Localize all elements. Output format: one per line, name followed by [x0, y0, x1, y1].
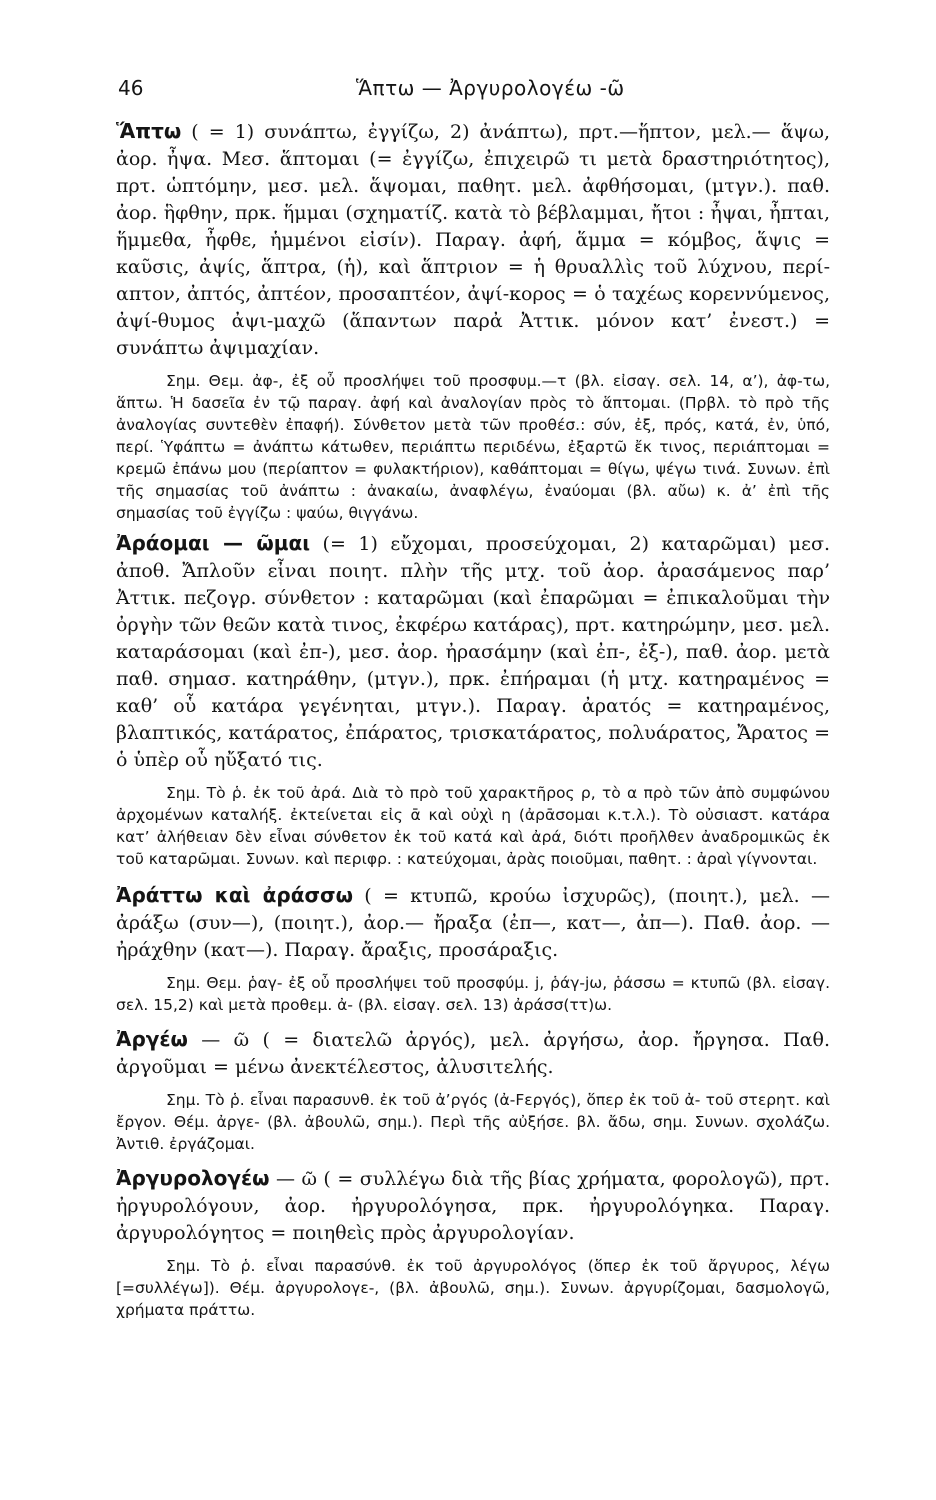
entry-definition-block — [116, 882, 830, 964]
entry-definition-block — [116, 118, 830, 362]
entry-headword: Ἀράττω καὶ ἀράσσω — [116, 883, 353, 907]
entry-note: Σημ. Τὸ ῥ. ἐκ τοῦ ἀρά. Διὰ τὸ πρὸ τοῦ χαρακτῆρος ρ, τὸ α πρὸ τῶν ἀπὸ συμφώνου ἀρχομένων καταλήξ. ἐκτείνεται εἰς ᾱ καὶ οὐχὶ η (ἀρᾱσομαι κ.τ.λ.). Τὸ οὐσιαστ. κατάρα κατ’ ἀλήθειαν δὲν εἶναι σύνθετον ἐκ τοῦ κατά καὶ ἀρά, διότι προῆλθεν ἀναδρομικῶς ἐκ τοῦ καταρῶμαι. Συνων. καὶ περιφρ. : κατεύχομαι, ἀρὰς ποιοῦμαι, παθητ. : ἀραὶ γίγνονται. — [116, 784, 830, 868]
dictionary-entry — [116, 882, 830, 1016]
dictionary-entry — [116, 1026, 830, 1155]
entry-definition: ( = 1) συνάπτω, ἐγγίζω, 2) ἀνάπτω), πρτ.—ἥπτον, μελ.— ἅψω, ἀορ. ἦψα. Μεσ. ἅπτομαι (= ἐγγίζω, ἐπιχειρῶ τι μετὰ δραστηριότητος), πρτ. ὡπτόμην, μεσ. μελ. ἅψομαι, παθητ. μελ. ἀφθήσομαι, (μτγν.). παθ. ἀορ. ἣφθην, πρκ. ἥμμαι (σχηματίζ. κατὰ τὸ βέβλαμμαι, ἤτοι : ἦψαι, ἦπται, ἥμμεθα, ἦφθε, ἡμμένοι εἰσίν). Παραγ. ἀφή, ἅμμα = κόμβος, ἅψις = καῦσις, ἀψίς, ἅπτρα, (ἡ), καὶ ἅπτριον = ἡ θρυαλλὶς τοῦ λύχνου, περί-απτον, ἀπτός, ἀπτέον, προσαπτέον, ἀψί-κορος = ὁ ταχέως κορεννύμενος, ἀψί-θυμος ἀψι-μαχῶ (ἅπαντων παρἀ Ἀττικ. μόνον κατ’ ἐνεστ.) = συνάπτω ἀψιμαχίαν. — [116, 121, 830, 359]
entry-note: Σημ. Θεμ. ῥαγ- ἐξ οὖ προσλήψει τοῦ προσφύμ. j, ῥάγ-jω, ῥάσσω = κτυπῶ (βλ. εἰσαγ. σελ. 15,2) καὶ μετὰ προθεμ. ἀ- (βλ. εἰσαγ. σελ. 13) ἀράσσ(ττ)ω. — [116, 974, 830, 1014]
page-body — [116, 118, 830, 1321]
entry-definition-block — [116, 1165, 830, 1247]
entry-definition: (= 1) εὔχομαι, προσεύχομαι, 2) καταρῶμαι) μεσ. ἀποθ. Ἄπλοῦν εἶναι ποιητ. πλὴν τῆς μτχ. τοῦ ἀορ. ἀρασάμενος παρ’ Ἀττικ. πεζογρ. σύνθετον : καταρῶμαι (καὶ ἐπαρῶμαι = ἐπικαλοῦμαι τὴν ὀργὴν τῶν θεῶν κατὰ τινος, ἐκφέρω κατάρας), πρτ. κατηρώμην, μεσ. μελ. καταράσομαι (καὶ ἐπ-), μεσ. ἀορ. ἠρασάμην (καὶ ἐπ-, ἐξ-), παθ. ἀορ. μετὰ παθ. σημασ. κατηράθην, (μτγν.), πρκ. ἐπήραμαι (ἡ μτχ. κατηραμένος = καθ’ οὗ κατάρα γεγένηται, μτγν.). Παραγ. ἀρατός = κατηραμένος, βλαπτικός, κατάρατος, ἐπάρατος, τρισκατάρατος, πολυάρατος, Ἄρατος = ὁ ὑπὲρ οὗ ηὔξατό τις. — [116, 533, 830, 771]
dictionary-entry — [116, 1165, 830, 1321]
entry-note: Σημ. Τὸ ῥ. εἶναι παρασύνθ. ἐκ τοῦ ἀργυρολόγος (ὅπερ ἐκ τοῦ ἄργυρος, λέγω [=συλλέγω]). Θέμ. ἀργυρολογε-, (βλ. ἀβουλῶ, σημ.). Συνων. ἀργυρίζομαι, δασμολογῶ, χρήματα πράττω. — [116, 1257, 830, 1319]
entry-headword: Ἀργυρολογέω — [116, 1166, 270, 1190]
entry-definition-block — [116, 1026, 830, 1081]
entry-headword: Ἅπτω — [116, 119, 182, 143]
entry-definition: ( = κτυπῶ, κρούω ἰσχυρῶς), (ποιητ.), μελ. — ἀράξω (συν—), (ποιητ.), ἀορ.— ἤραξα (ἐπ—, κατ—, ἀπ—). Παθ. ἀορ. — ἠράχθην (κατ—). Παραγ. ἄραξις, προσάραξις. — [116, 885, 830, 961]
dictionary-entry — [116, 530, 830, 870]
entry-note: Σημ. Τὸ ῥ. εἶναι παρασυνθ. ἐκ τοῦ ἀ’ργός (ἀ-Fεργός), ὅπερ ἐκ τοῦ ἀ- τοῦ στερητ. καὶ ἔργον. Θέμ. ἀργε- (βλ. ἀβουλῶ, σημ.). Περὶ τῆς αὐξήσε. βλ. ἄδω, σημ. Συνων. σχολάζω. Ἀντιθ. ἐργάζομαι. — [116, 1091, 830, 1153]
dictionary-entry — [116, 118, 830, 524]
page-header — [118, 70, 818, 106]
entry-definition-block — [116, 530, 830, 774]
running-head: Ἅπτω — Ἀργυρολογέω -ῶ — [356, 76, 625, 100]
entry-definition: — ῶ ( = διατελῶ ἀργός), μελ. ἀργήσω, ἀορ. ἤργησα. Παθ. ἀργοῦμαι = μένω ἀνεκτέλεστος, ἀλυσιτελής. — [116, 1029, 830, 1078]
page-number: 46 — [118, 76, 144, 100]
entry-headword: Ἀράομαι — ῶμαι — [116, 531, 311, 555]
entry-note: Σημ. Θεμ. ἀφ-, ἐξ οὖ προσλήψει τοῦ προσφυμ.—τ (βλ. εἰσαγ. σελ. 14, α’), ἀφ-τω, ἅπτω. Ἡ δασεῖα ἐν τῷ παραγ. ἀφή καὶ ἀναλογίαν πρὸς τὸ ἅπτομαι. (Πρβλ. τὸ πρὸ τῆς ἀναλογίας συντεθὲν ἐπαφή). Σύνθετον μετὰ τῶν προθέσ.: σύν, ἐξ, πρός, κατά, ἐν, ὑπό, περί. Ὑφάπτω = ἀνάπτω κάτωθεν, περιάπτω περιδένω, ἐξαρτῶ ἔκ τινος, περιάπτομαι = κρεμῶ ἐπάνω μου (περίαπτον = φυλακτήριον), καθάπτομαι = θίγω, ψέγω τινά. Συνων. ἐπὶ τῆς σημασίας τοῦ ἀνάπτω : ἀνακαίω, ἀναφλέγω, ἐναύομαι (βλ. αὔω) κ. ἀ’ ἐπὶ τῆς σημασίας τοῦ ἐγγίζω : ψαύω, θιγγάνω. — [116, 372, 830, 522]
entry-headword: Ἀργέω — [116, 1027, 188, 1051]
entry-definition: — ῶ ( = συλλέγω διὰ τῆς βίας χρήματα, φορολογῶ), πρτ. ἠργυρολόγουν, ἀορ. ἠργυρολόγησα, πρκ. ἠργυρολόγηκα. Παραγ. ἀργυρολόγητος = ποιηθεὶς πρὸς ἀργυρολογίαν. — [116, 1168, 830, 1244]
